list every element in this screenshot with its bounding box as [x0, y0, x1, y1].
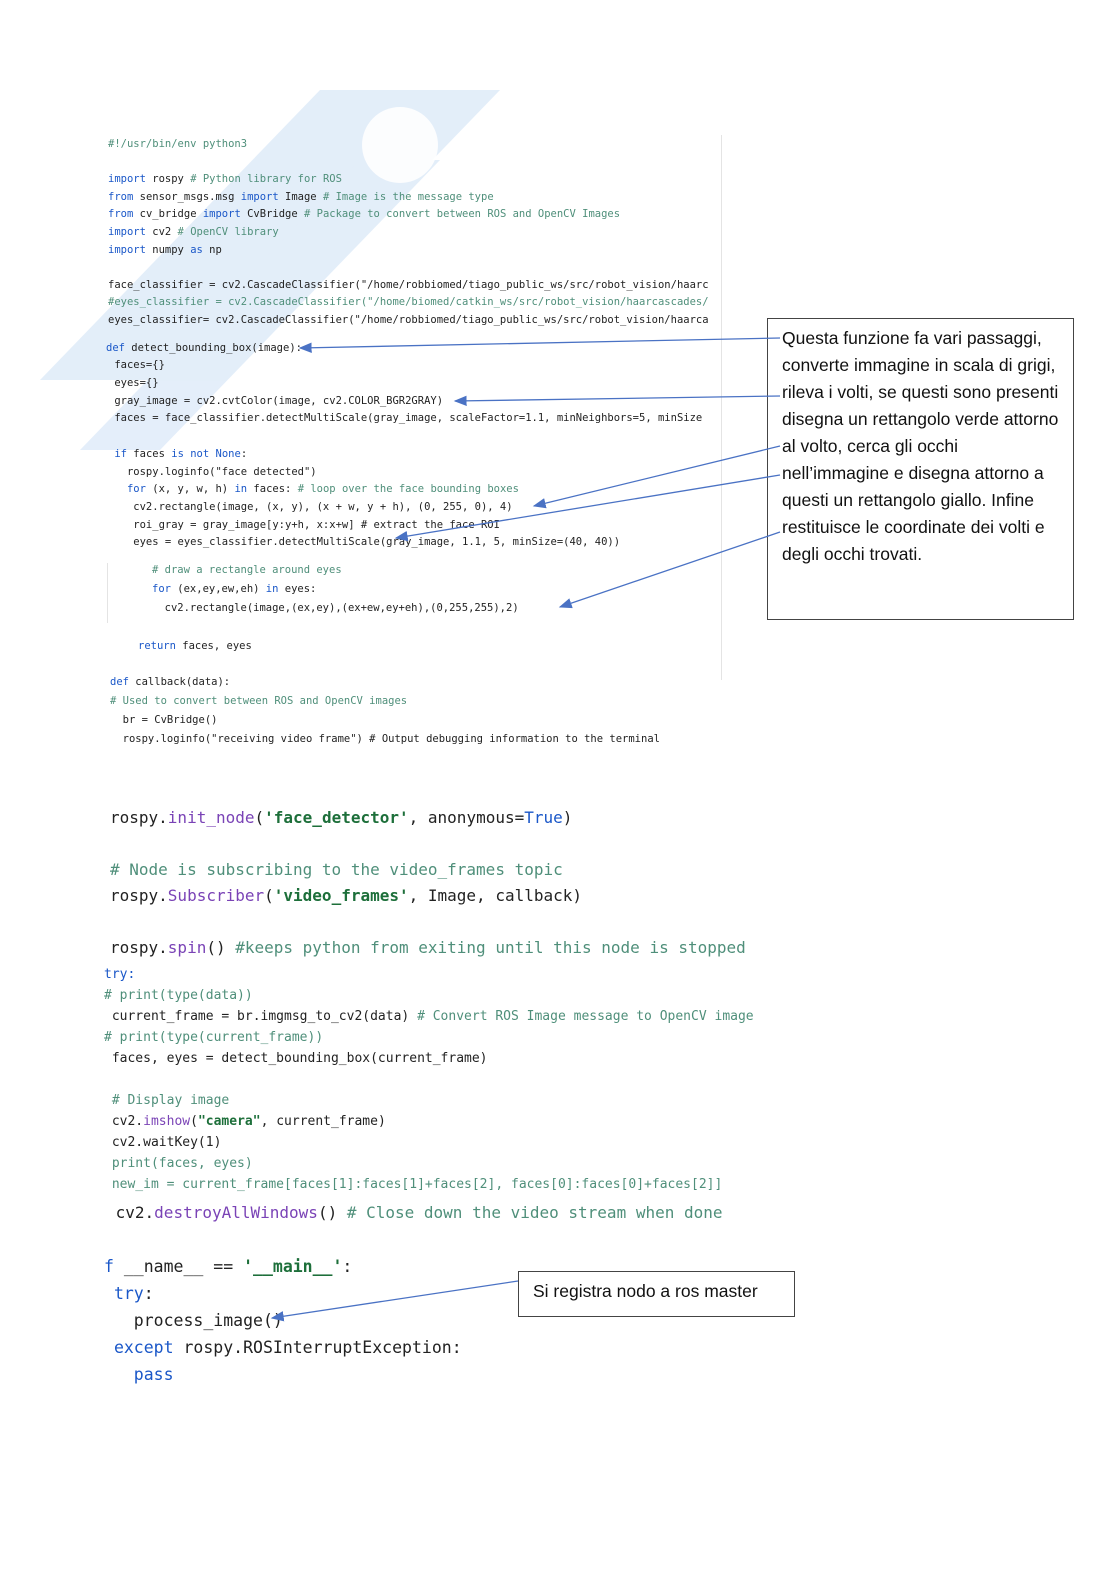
code-block-main — [104, 1253, 504, 1393]
code-line: # Display image — [104, 1093, 230, 1108]
code-line: face_classifier = cv2.CascadeClassifier("/home/robbiomed/tiago_public_ws/src/robot_vision/haarc — [108, 279, 709, 291]
annotation-box-function — [767, 318, 1074, 620]
code-line: new_im = current_frame[faces[1]:faces[1]+faces[2], faces[0]:faces[0]+faces[2]] — [104, 1177, 723, 1192]
code-block-eyes — [138, 562, 698, 662]
code-line: rospy.Subscriber('video_frames', Image, callback) — [110, 886, 583, 905]
code-line: for (x, y, w, h) in faces: # loop over the face bounding boxes — [126, 483, 519, 495]
code-line: from sensor_msgs.msg import Image # Image is the message type — [108, 191, 494, 203]
code-line: current_frame = br.imgmsg_to_cv2(data) # Convert ROS Image message to OpenCV image — [104, 1009, 754, 1024]
code-line: cv2.destroyAllWindows() # Close down the video stream when done — [106, 1203, 723, 1222]
code-line: #eyes_classifier = cv2.CascadeClassifier("/home/biomed/catkin_ws/src/robot_vision/haarcascades/ — [108, 296, 709, 308]
annotation-box-node — [518, 1271, 795, 1317]
code-line: eyes = eyes_classifier.detectMultiScale(gray_image, 1.1, 5, minSize=(40, 40)) — [108, 536, 621, 548]
code-line: # print(type(data)) — [104, 988, 253, 1003]
code-line: f __name__ == '__main__': — [104, 1257, 353, 1276]
code-line: return faces, eyes — [138, 640, 252, 652]
code-line: # print(type(current_frame)) — [104, 1030, 324, 1045]
code-line: import numpy as np — [108, 244, 222, 256]
code-panel-border — [721, 135, 722, 680]
code-line: eyes_classifier= cv2.CascadeClassifier("/home/robbiomed/tiago_public_ws/src/robot_vision/haarca — [108, 314, 709, 326]
code-line: import cv2 # OpenCV library — [108, 226, 279, 238]
code-line: # draw a rectangle around eyes — [152, 564, 342, 576]
code-line: print(faces, eyes) — [104, 1156, 253, 1171]
code-line: faces={} — [108, 359, 165, 371]
code-line: def callback(data): — [110, 676, 231, 688]
code-line: cv2.waitKey(1) — [104, 1135, 222, 1150]
code-line: eyes={} — [108, 377, 159, 389]
code-line: rospy.loginfo("face detected") — [108, 466, 317, 478]
code-line: pass — [104, 1365, 174, 1384]
code-line: #!/usr/bin/env python3 — [108, 138, 248, 150]
code-line: faces, eyes = detect_bounding_box(current_frame) — [104, 1051, 488, 1066]
code-block-callback — [110, 674, 720, 754]
code-line: rospy.init_node('face_detector', anonymous=True) — [110, 808, 573, 827]
code-line: except rospy.ROSInterruptException: — [113, 1338, 462, 1357]
code-line: from cv_bridge import CvBridge # Package to convert between ROS and OpenCV Images — [108, 208, 621, 220]
code-block-node — [110, 805, 750, 965]
code-block-try — [104, 964, 754, 1194]
code-line: def detect_bounding_box(image): — [106, 342, 302, 354]
code-line: cv2.rectangle(image,(ex,ey),(ex+ew,ey+eh),(0,255,255),2) — [152, 602, 519, 614]
annotation-text: Si registra nodo a ros master — [533, 1281, 758, 1301]
code-line: gray_image = cv2.cvtColor(image, cv2.COLOR_BGR2GRAY) — [108, 395, 444, 407]
code-line: rospy.loginfo("receiving video frame") # Output debugging information to the terminal — [110, 733, 660, 745]
code-line: try: — [113, 1284, 154, 1303]
code-line: # Used to convert between ROS and OpenCV images — [110, 695, 408, 707]
code-line: try: — [104, 967, 136, 982]
code-line: cv2.imshow("camera", current_frame) — [104, 1114, 386, 1129]
code-line: rospy.spin() #keeps python from exiting until this node is stopped — [110, 938, 746, 957]
annotation-text: Questa funzione fa vari passaggi, converte immagine in scala di grigi, rileva i volti, se questi sono presenti disegna un rettangolo verde attorno al volto, cerca gli occhi nell’immagine e disegna attorno a questi un rettangolo giallo. Infine restituisce le coordinate dei volti e degli occhi trovati. — [782, 328, 1059, 564]
code-line: faces = face_classifier.detectMultiScale(gray_image, scaleFactor=1.1, minNeighbors=5, minSize — [108, 412, 703, 424]
code-block-top — [108, 136, 720, 556]
code-line: process_image() — [104, 1311, 283, 1330]
code-line: import rospy # Python library for ROS — [108, 173, 342, 185]
code-line: roi_gray = gray_image[y:y+h, x:x+w] # extract the face ROI — [108, 519, 500, 531]
code-line-destroy — [106, 1200, 746, 1226]
code-line: for (ex,ey,ew,eh) in eyes: — [152, 583, 317, 595]
code-line: cv2.rectangle(image, (x, y), (x + w, y + h), (0, 255, 0), 4) — [108, 501, 513, 513]
code-panel-border — [107, 563, 108, 623]
code-line: if faces is not None: — [114, 448, 248, 460]
code-line: br = CvBridge() — [110, 714, 218, 726]
code-line: # Node is subscribing to the video_frames topic — [110, 860, 563, 879]
